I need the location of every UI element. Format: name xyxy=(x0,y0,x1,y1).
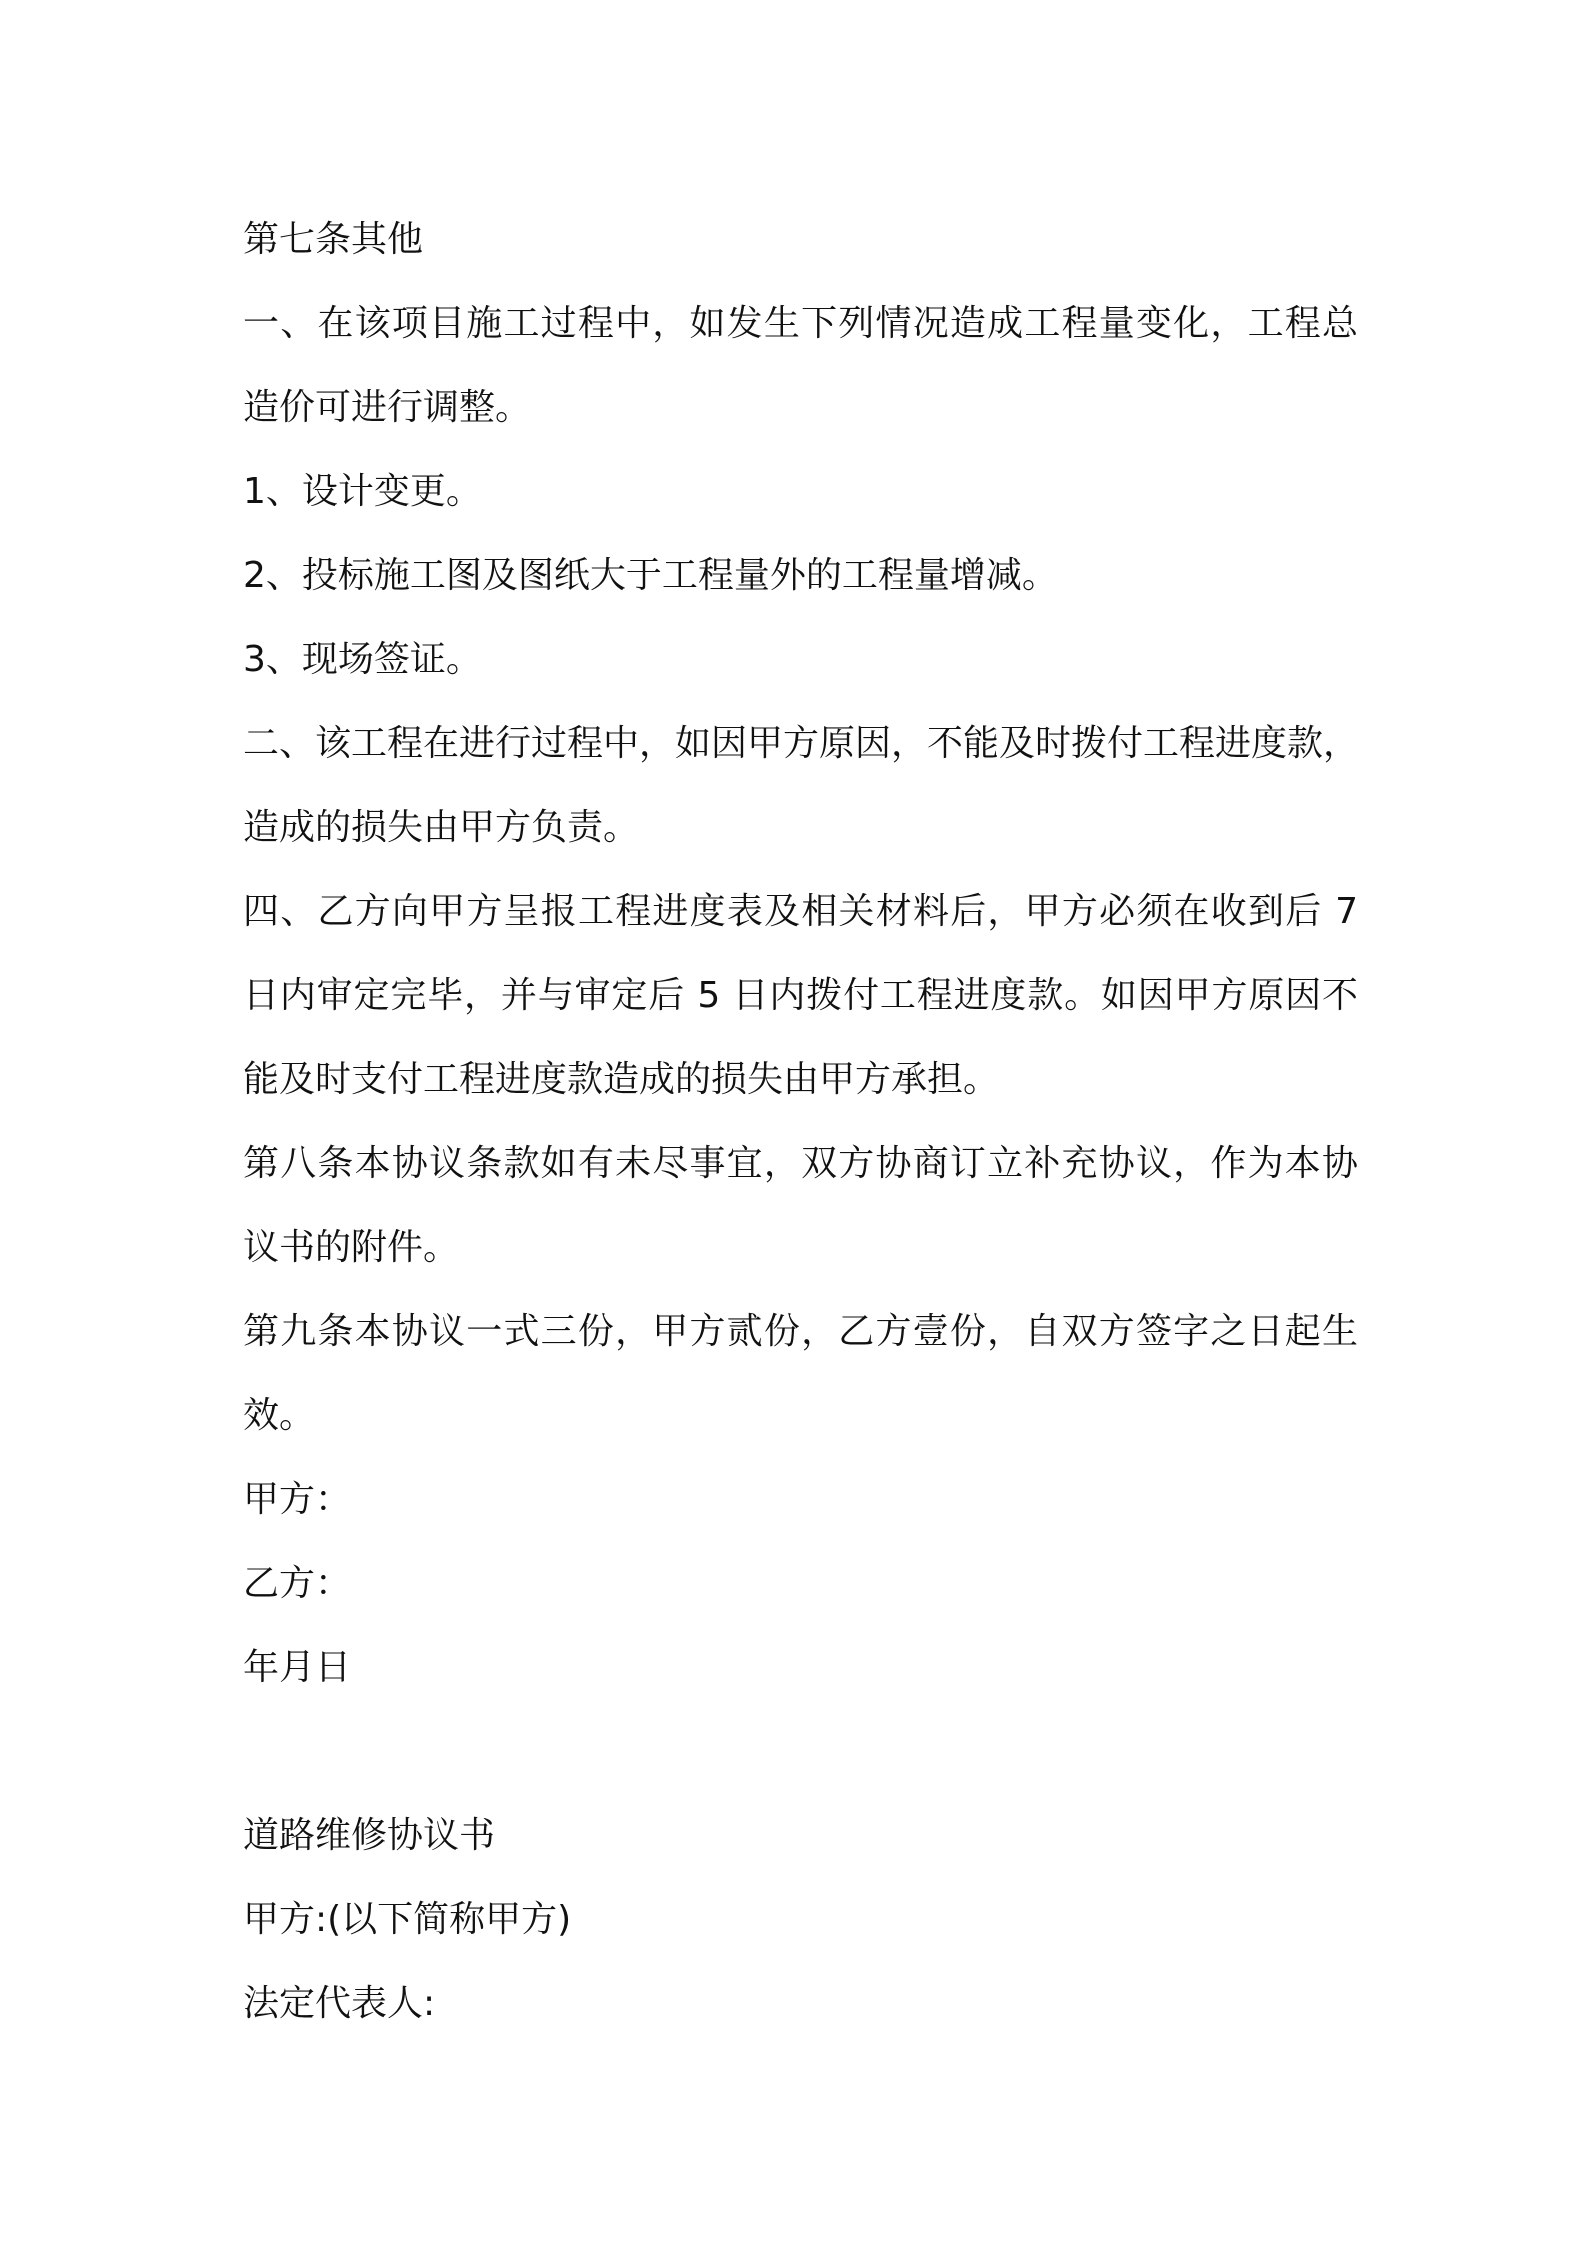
clause-4-line-1: 四、乙方向甲方呈报工程进度表及相关材料后，甲方必须在收到后 7 xyxy=(243,891,1358,932)
legal-representative-line: 法定代表人: xyxy=(243,1983,436,2024)
document-body xyxy=(243,198,1358,2046)
article-8-line-1: 第八条本协议条款如有未尽事宜，双方协商订立补充协议，作为本协 xyxy=(243,1143,1358,1184)
item-1: 1、设计变更。 xyxy=(243,471,482,512)
article-9-line-1: 第九条本协议一式三份，甲方贰份，乙方壹份，自双方签字之日起生 xyxy=(243,1311,1358,1352)
date-label: 年月日 xyxy=(243,1647,352,1688)
clause-4-line-2: 日内审定完毕，并与审定后 5 日内拨付工程进度款。如因甲方原因不 xyxy=(243,975,1358,1016)
clause-1-line-1: 一、在该项目施工过程中，如发生下列情况造成工程量变化，工程总 xyxy=(243,303,1358,344)
party-b-signature-label: 乙方： xyxy=(243,1563,352,1604)
clause-2-line-2: 造成的损失由甲方负责。 xyxy=(243,807,640,848)
clause-1-line-2: 造价可进行调整。 xyxy=(243,387,532,428)
article-9-line-2: 效。 xyxy=(243,1395,316,1436)
section-spacer xyxy=(243,1710,1358,1794)
article-7-heading: 第七条其他 xyxy=(243,219,424,260)
item-2: 2、投标施工图及图纸大于工程量外的工程量增减。 xyxy=(243,555,1058,596)
agreement-title: 道路维修协议书 xyxy=(243,1815,496,1856)
article-8-line-2: 议书的附件。 xyxy=(243,1227,460,1268)
clause-4-line-3: 能及时支付工程进度款造成的损失由甲方承担。 xyxy=(243,1059,1000,1100)
clause-2-line-1: 二、该工程在进行过程中，如因甲方原因，不能及时拨付工程进度款， xyxy=(243,723,1360,764)
party-a-line: 甲方:(以下简称甲方) xyxy=(243,1899,572,1940)
party-a-signature-label: 甲方： xyxy=(243,1479,352,1520)
item-3: 3、现场签证。 xyxy=(243,639,482,680)
